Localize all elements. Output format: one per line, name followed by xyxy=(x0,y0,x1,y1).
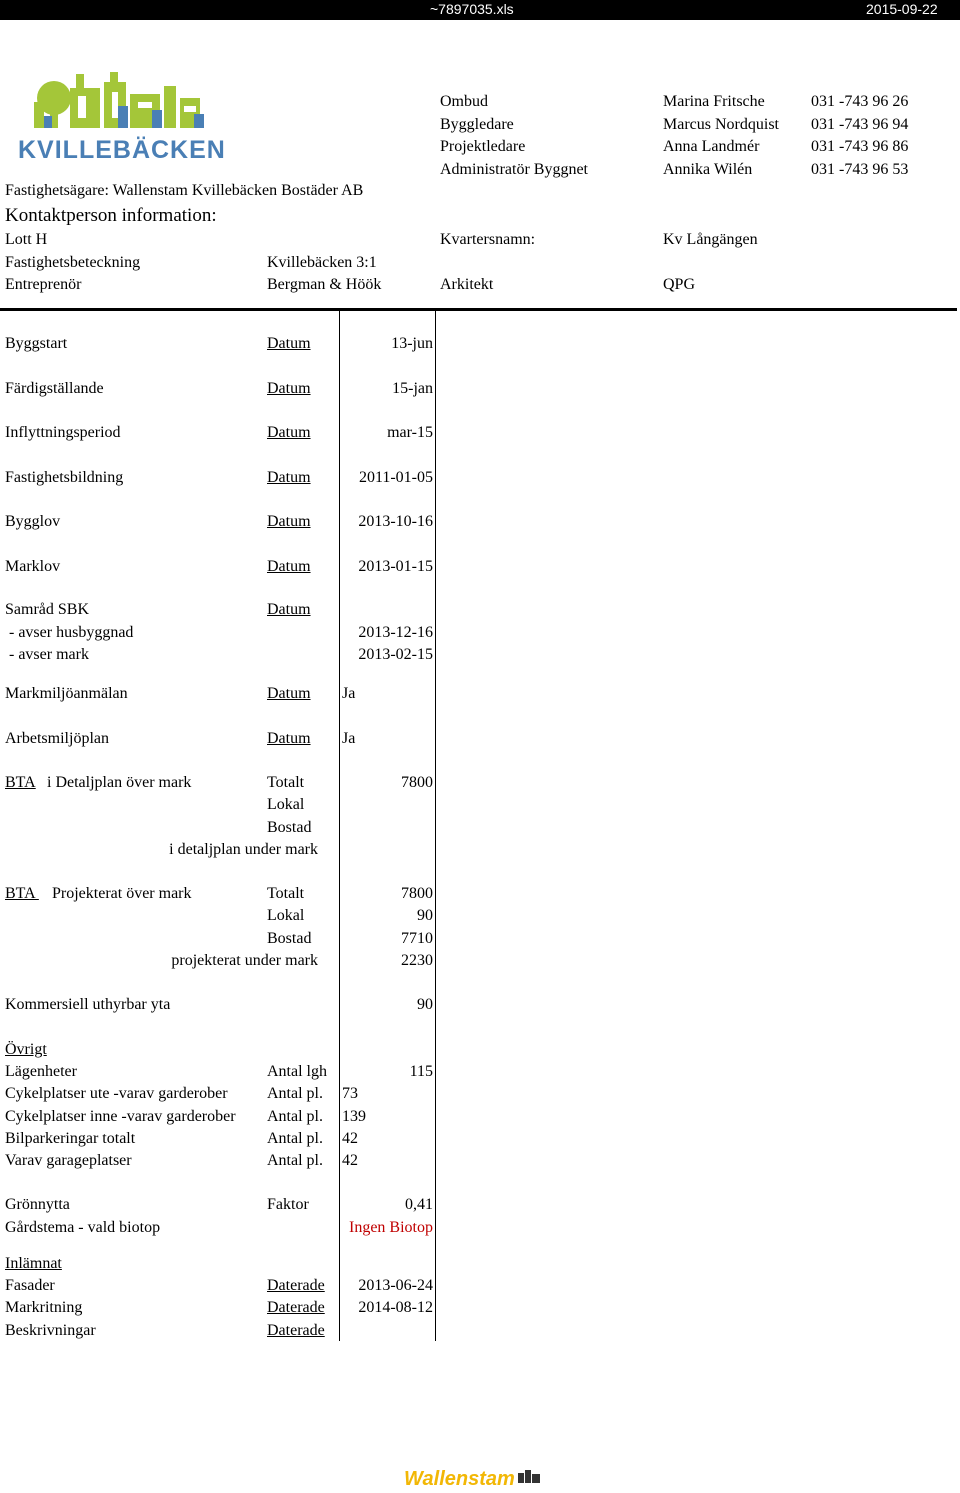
inlamnat-heading: Inlämnat xyxy=(5,1255,62,1272)
ovrigt-row-label: Lägenheter xyxy=(5,1063,77,1080)
bta-detalj-label: i Detaljplan över mark xyxy=(47,774,192,791)
ovrigt-row-unit: Antal pl. xyxy=(267,1152,323,1170)
ovrigt-row-value: 115 xyxy=(409,1063,433,1080)
arbetsmiljo-value: Ja xyxy=(342,730,356,747)
inlamnat-row-unit: Daterade xyxy=(267,1299,325,1317)
arbetsmiljo-label: Arbetsmiljöplan xyxy=(5,730,109,747)
date-row-value: 2011-01-05 xyxy=(358,468,433,486)
bta-detalj-row-label: i detaljplan under mark xyxy=(169,840,318,858)
bta-proj-row-label: Totalt xyxy=(267,885,305,902)
ovrigt-row-value: 139 xyxy=(342,1107,366,1125)
date-row-unit: Datum xyxy=(267,513,311,530)
file-name: ~7897035.xls xyxy=(430,1,514,17)
inlamnat-row-value: 2013-06-24 xyxy=(358,1277,433,1294)
inlamnat-row-unit: Daterade xyxy=(267,1277,325,1294)
bta-detalj-abbr: BTA xyxy=(5,774,36,791)
bta-detalj-row-label: Lokal xyxy=(267,796,305,814)
ovrigt-row-label: Cykelplatser ute -varav garderober xyxy=(5,1085,228,1103)
date-row-unit: Datum xyxy=(267,557,311,575)
column-divider-right xyxy=(435,311,436,1341)
date-row-unit: Datum xyxy=(267,335,311,352)
entreprenor-label: Entreprenör xyxy=(5,276,82,293)
kommersiell-label: Kommersiell uthyrbar yta xyxy=(5,996,171,1013)
inlamnat-row-label: Beskrivningar xyxy=(5,1321,96,1339)
ovrigt-heading: Övrigt xyxy=(5,1041,47,1058)
bta-detalj-row-value: 7800 xyxy=(401,774,433,791)
markmiljo-unit: Datum xyxy=(267,685,311,702)
contact-role: Byggledare xyxy=(440,115,514,133)
date-row-unit: Datum xyxy=(267,468,311,486)
contact-phone: 031 -743 96 53 xyxy=(811,160,909,178)
logo-wordmark: KVILLEBÄCKEN xyxy=(18,136,226,164)
gronnytta-label: Grönnytta xyxy=(5,1196,70,1213)
gardstema-value: Ingen Biotop xyxy=(349,1219,433,1236)
date-row-label: Byggstart xyxy=(5,335,68,352)
markmiljo-label: Markmiljöanmälan xyxy=(5,685,128,702)
bta-proj-row-value: 2230 xyxy=(401,951,433,969)
inlamnat-row-label: Fasader xyxy=(5,1277,55,1294)
gronnytta-unit: Faktor xyxy=(267,1196,309,1213)
samrad-hus-label: - avser husbyggnad xyxy=(5,624,134,641)
date-row-value: mar-15 xyxy=(387,424,433,441)
kvarter-label: Kvartersnamn: xyxy=(440,231,536,248)
date-row-value: 2013-01-15 xyxy=(358,557,433,575)
section-divider xyxy=(0,308,957,311)
ovrigt-row-unit: Antal pl. xyxy=(267,1129,323,1147)
fastighet-value: Kvillebäcken 3:1 xyxy=(267,254,377,271)
samrad-unit: Datum xyxy=(267,601,311,618)
header-bar xyxy=(0,0,960,20)
samrad-hus-value: 2013-12-16 xyxy=(358,624,433,641)
column-divider-left xyxy=(339,311,340,1341)
ovrigt-row-value: 42 xyxy=(342,1152,358,1170)
contact-role: Ombud xyxy=(440,93,488,110)
contact-phone: 031 -743 96 26 xyxy=(811,93,909,110)
contact-name: Annika Wilén xyxy=(663,160,753,178)
samrad-mark-label: - avser mark xyxy=(5,646,89,663)
ovrigt-row-label: Cykelplatser inne -varav garderober xyxy=(5,1107,236,1125)
contact-role: Projektledare xyxy=(440,138,526,155)
date-row-label: Fastighetsbildning xyxy=(5,468,124,486)
contact-name: Marcus Nordquist xyxy=(663,115,779,133)
date-row-label: Färdigställande xyxy=(5,379,104,397)
bta-proj-row-value: 7800 xyxy=(401,885,433,902)
print-date: 2015-09-22 xyxy=(866,1,938,17)
wallenstam-symbol-icon xyxy=(518,1470,540,1483)
bta-proj-row-value: 90 xyxy=(417,907,433,925)
date-row-label: Marklov xyxy=(5,557,61,575)
samrad-label: Samråd SBK xyxy=(5,601,89,618)
ovrigt-row-label: Varav garageplatser xyxy=(5,1152,132,1170)
inlamnat-row-value: 2014-08-12 xyxy=(358,1299,433,1317)
markmiljo-value: Ja xyxy=(342,685,356,702)
date-row-unit: Datum xyxy=(267,379,311,397)
date-row-value: 13-jun xyxy=(391,335,433,352)
gronnytta-value: 0,41 xyxy=(405,1196,433,1213)
bta-proj-abbr: BTA xyxy=(5,885,39,902)
contact-phone: 031 -743 96 86 xyxy=(811,138,909,155)
bta-proj-row-label: projekterat under mark xyxy=(171,951,318,969)
arbetsmiljo-unit: Datum xyxy=(267,730,311,747)
contact-phone: 031 -743 96 94 xyxy=(811,115,909,133)
contact-person: Lott H xyxy=(5,231,48,248)
ovrigt-row-label: Bilparkeringar totalt xyxy=(5,1129,136,1147)
contact-name: Anna Landmér xyxy=(663,138,760,155)
ovrigt-row-value: 42 xyxy=(342,1129,358,1147)
gardstema-label: Gårdstema - vald biotop xyxy=(5,1219,161,1236)
ovrigt-row-value: 73 xyxy=(342,1085,358,1103)
wallenstam-logo xyxy=(404,1466,544,1490)
fastighet-label: Fastighetsbeteckning xyxy=(5,254,141,271)
arkitekt-value: QPG xyxy=(663,276,696,293)
bta-detalj-row-label: Totalt xyxy=(267,774,305,791)
wallenstam-wordmark: Wallenstam xyxy=(404,1468,515,1490)
ovrigt-row-unit: Antal lgh xyxy=(267,1063,327,1080)
bta-proj-row-label: Bostad xyxy=(267,929,312,947)
date-row-unit: Datum xyxy=(267,424,311,441)
entreprenor-value: Bergman & Höök xyxy=(267,276,382,293)
arkitekt-label: Arkitekt xyxy=(440,276,494,293)
ovrigt-row-unit: Antal pl. xyxy=(267,1107,323,1125)
ovrigt-row-unit: Antal pl. xyxy=(267,1085,323,1103)
bta-proj-row-value: 7710 xyxy=(401,929,433,947)
contact-name: Marina Fritsche xyxy=(663,93,765,110)
bta-proj-label: Projekterat över mark xyxy=(52,885,192,902)
bta-proj-row-label: Lokal xyxy=(267,907,305,925)
date-row-label: Bygglov xyxy=(5,513,61,530)
bta-detalj-row-label: Bostad xyxy=(267,818,312,836)
date-row-value: 15-jan xyxy=(392,379,433,397)
contact-role: Administratör Byggnet xyxy=(440,160,588,178)
kommersiell-value: 90 xyxy=(417,996,433,1013)
date-row-value: 2013-10-16 xyxy=(358,513,433,530)
samrad-mark-value: 2013-02-15 xyxy=(358,646,433,663)
owner-line: Fastighetsägare: Wallenstam Kvillebäcken Bostäder AB xyxy=(5,182,364,199)
inlamnat-row-label: Markritning xyxy=(5,1299,83,1317)
kvillebacken-logo xyxy=(14,68,228,164)
contact-heading: Kontaktperson information: xyxy=(5,205,217,226)
inlamnat-row-unit: Daterade xyxy=(267,1321,325,1339)
kvarter-value: Kv Långängen xyxy=(663,231,758,248)
date-row-label: Inflyttningsperiod xyxy=(5,424,121,441)
